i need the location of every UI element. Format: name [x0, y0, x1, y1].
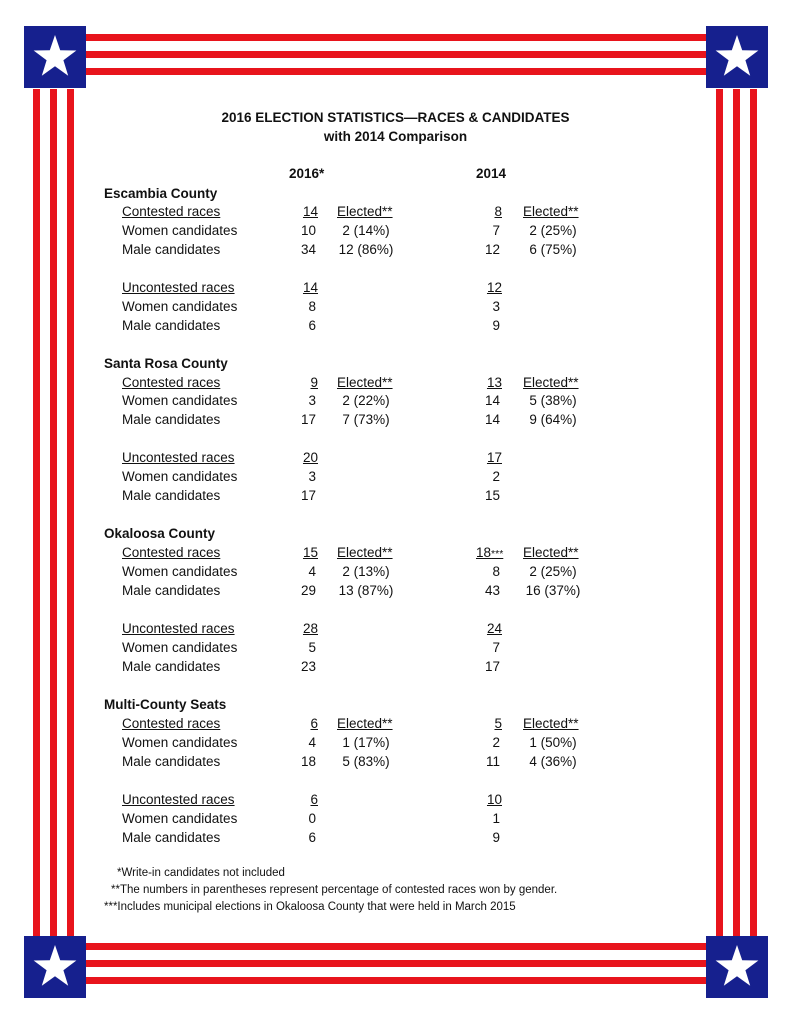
- elected-header-2016: Elected**: [337, 375, 393, 390]
- elected-header-2014: Elected**: [523, 545, 579, 560]
- male-2014: 14: [484, 412, 500, 427]
- contested-2016: 14: [302, 204, 318, 219]
- county-heading: Santa Rosa County: [104, 356, 228, 371]
- male-2016: 29: [300, 583, 316, 598]
- male-label: Male candidates: [122, 754, 221, 769]
- uncontested-male-2016: 17: [300, 488, 316, 503]
- column-header-2014: 2014: [476, 166, 507, 181]
- uncontested-male-label: Male candidates: [122, 659, 221, 674]
- uncontested-male-label: Male candidates: [122, 318, 221, 333]
- women-elected-2016: 2 (22%): [342, 393, 390, 408]
- uncontested-label: Uncontested races: [122, 280, 235, 295]
- women-elected-2014: 5 (38%): [529, 393, 577, 408]
- uncontested-women-2016: 0: [308, 811, 316, 826]
- women-2016: 10: [300, 223, 316, 238]
- uncontested-women-label: Women candidates: [122, 469, 238, 484]
- footnote-municipal: ***Includes municipal elections in Okaloosa County that were held in March 2015: [104, 901, 516, 913]
- male-elected-2014: 6 (75%): [529, 242, 577, 257]
- uncontested-male-2014: 15: [484, 488, 500, 503]
- women-label: Women candidates: [122, 393, 238, 408]
- male-elected-2014: 16 (37%): [525, 583, 581, 598]
- male-label: Male candidates: [122, 242, 221, 257]
- elected-header-2014: Elected**: [523, 375, 579, 390]
- uncontested-male-2016: 6: [308, 318, 316, 333]
- male-2014: 11: [485, 754, 500, 769]
- uncontested-women-2014: 1: [492, 811, 500, 826]
- women-2014: 14: [484, 393, 500, 408]
- uncontested-label: Uncontested races: [122, 792, 235, 807]
- column-header-2016: 2016*: [289, 166, 325, 181]
- footnote-percentages: **The numbers in parentheses represent percentage of contested races won by gender.: [111, 884, 558, 896]
- uncontested-women-2016: 3: [308, 469, 316, 484]
- uncontested-women-label: Women candidates: [122, 640, 238, 655]
- contested-2014-mark: ***: [491, 548, 504, 560]
- male-2014: 12: [484, 242, 500, 257]
- elected-header-2014: Elected**: [523, 204, 579, 219]
- uncontested-women-2014: 3: [492, 299, 500, 314]
- uncontested-male-2014: 9: [492, 318, 500, 333]
- women-2014: 8: [492, 564, 500, 579]
- uncontested-male-2016: 23: [300, 659, 316, 674]
- uncontested-male-2014: 9: [492, 830, 500, 845]
- women-2014: 2: [492, 735, 500, 750]
- contested-label: Contested races: [122, 545, 221, 560]
- contested-label: Contested races: [122, 716, 221, 731]
- women-elected-2016: 1 (17%): [342, 735, 390, 750]
- uncontested-2014: 24: [486, 621, 502, 636]
- contested-2014: 5: [494, 716, 502, 731]
- uncontested-label: Uncontested races: [122, 621, 235, 636]
- elected-header-2016: Elected**: [337, 545, 393, 560]
- male-2016: 17: [300, 412, 316, 427]
- uncontested-male-label: Male candidates: [122, 488, 221, 503]
- county-heading: Okaloosa County: [104, 526, 216, 541]
- uncontested-women-label: Women candidates: [122, 811, 238, 826]
- elected-header-2016: Elected**: [337, 204, 393, 219]
- male-label: Male candidates: [122, 412, 221, 427]
- county-heading: Multi-County Seats: [104, 697, 227, 712]
- elected-header-2014: Elected**: [523, 716, 579, 731]
- uncontested-women-2016: 5: [308, 640, 316, 655]
- male-elected-2014: 4 (36%): [529, 754, 577, 769]
- elected-header-2016: Elected**: [337, 716, 393, 731]
- county-heading: Escambia County: [104, 186, 218, 201]
- male-elected-2016: 5 (83%): [342, 754, 390, 769]
- uncontested-2016: 28: [302, 621, 318, 636]
- contested-2016: 6: [310, 716, 318, 731]
- male-2014: 43: [484, 583, 500, 598]
- uncontested-2014: 17: [486, 450, 502, 465]
- uncontested-2014: 12: [486, 280, 502, 295]
- women-elected-2014: 1 (50%): [529, 735, 577, 750]
- male-2016: 34: [300, 242, 316, 257]
- uncontested-label: Uncontested races: [122, 450, 235, 465]
- uncontested-2014: 10: [486, 792, 502, 807]
- uncontested-2016: 14: [302, 280, 318, 295]
- uncontested-women-2014: 7: [492, 640, 500, 655]
- uncontested-women-2014: 2: [492, 469, 500, 484]
- women-2014: 7: [492, 223, 500, 238]
- uncontested-male-label: Male candidates: [122, 830, 221, 845]
- page-subtitle: with 2014 Comparison: [323, 129, 468, 144]
- women-label: Women candidates: [122, 564, 238, 579]
- contested-label: Contested races: [122, 204, 221, 219]
- women-elected-2016: 2 (14%): [342, 223, 390, 238]
- women-label: Women candidates: [122, 223, 238, 238]
- male-elected-2016: 7 (73%): [342, 412, 390, 427]
- male-elected-2016: 12 (86%): [338, 242, 394, 257]
- uncontested-women-label: Women candidates: [122, 299, 238, 314]
- male-elected-2016: 13 (87%): [338, 583, 394, 598]
- uncontested-2016: 6: [310, 792, 318, 807]
- women-elected-2014: 2 (25%): [529, 223, 577, 238]
- page-title: 2016 ELECTION STATISTICS—RACES & CANDIDATES: [221, 110, 570, 125]
- male-2016: 18: [300, 754, 316, 769]
- footnote-write-in: *Write-in candidates not included: [117, 867, 285, 879]
- contested-2014: 13: [486, 375, 502, 390]
- contested-2016: 15: [302, 545, 318, 560]
- women-label: Women candidates: [122, 735, 238, 750]
- women-elected-2016: 2 (13%): [342, 564, 390, 579]
- male-label: Male candidates: [122, 583, 221, 598]
- male-elected-2014: 9 (64%): [529, 412, 577, 427]
- women-2016: 4: [308, 735, 316, 750]
- contested-2014: 18***: [476, 545, 504, 560]
- women-2016: 3: [308, 393, 316, 408]
- uncontested-2016: 20: [302, 450, 318, 465]
- contested-2014: 8: [494, 204, 502, 219]
- women-elected-2014: 2 (25%): [529, 564, 577, 579]
- uncontested-male-2016: 6: [308, 830, 316, 845]
- contested-label: Contested races: [122, 375, 221, 390]
- uncontested-women-2016: 8: [308, 299, 316, 314]
- uncontested-male-2014: 17: [484, 659, 500, 674]
- contested-2016: 9: [310, 375, 318, 390]
- women-2016: 4: [308, 564, 316, 579]
